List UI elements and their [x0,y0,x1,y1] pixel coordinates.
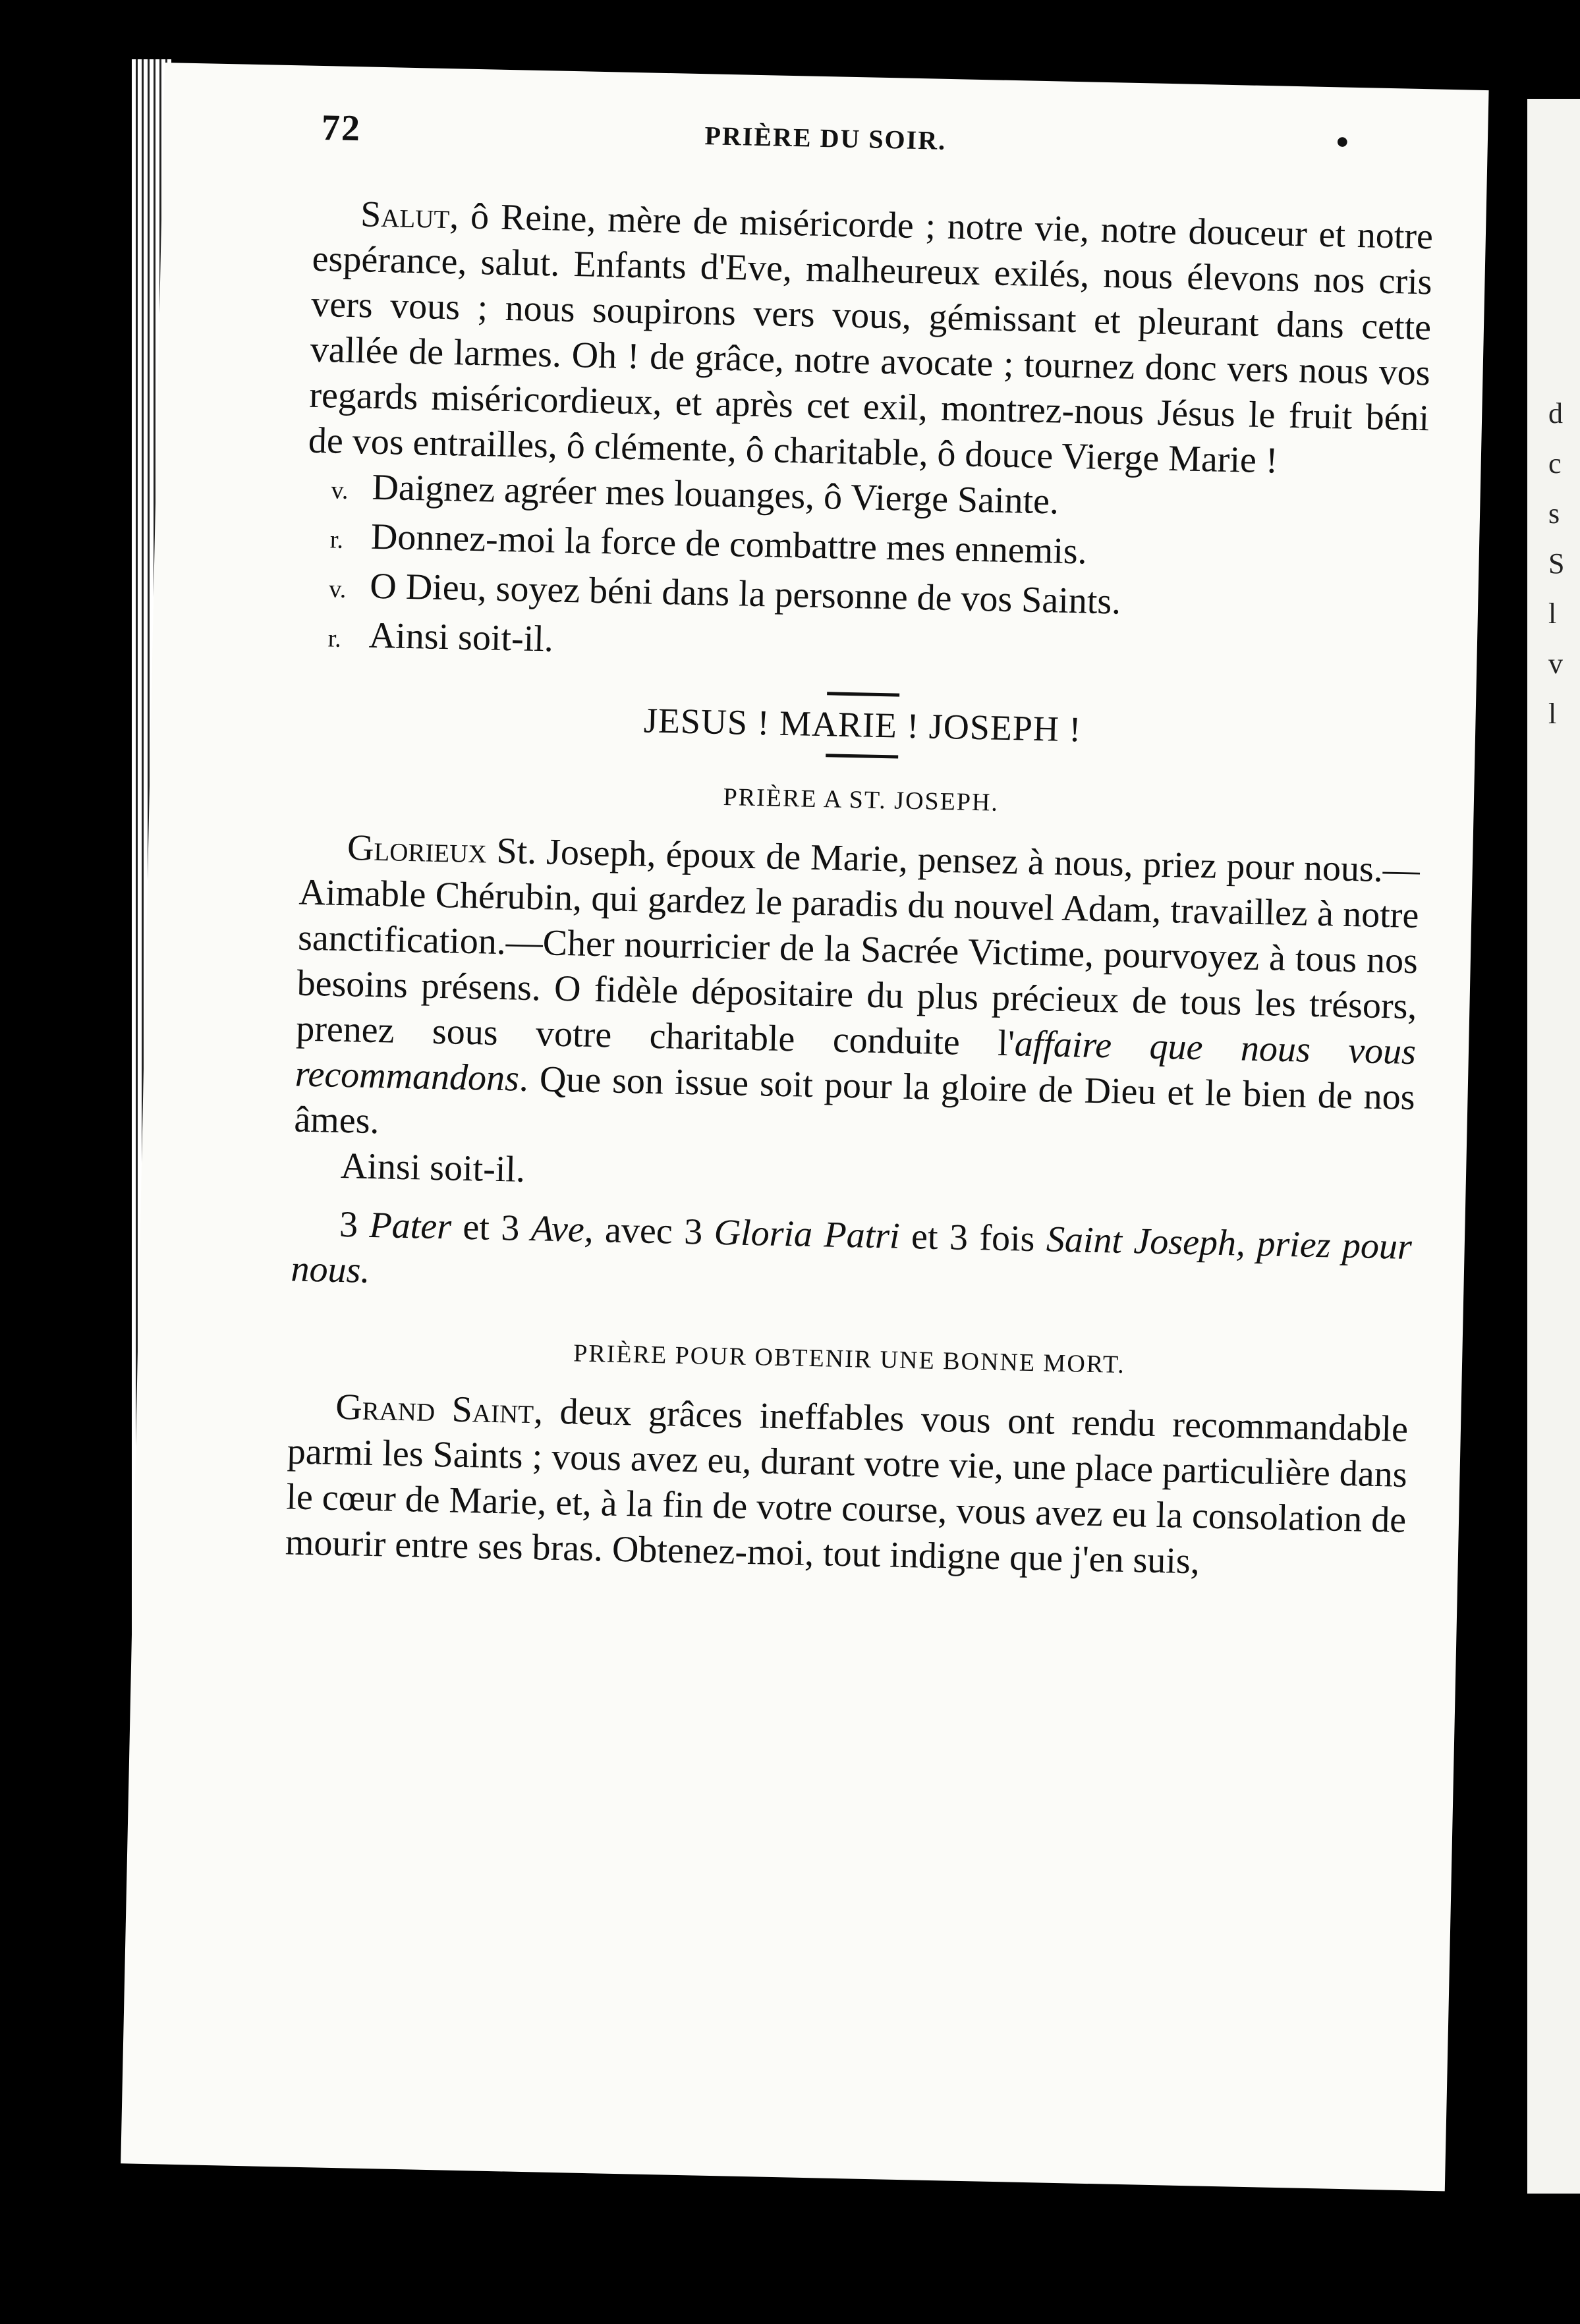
facing-letter: s [1548,497,1560,530]
scan-bottom-border [0,2194,1580,2324]
prayer-paragraph [294,825,1421,1166]
italic-phrase: affaire que nous vous recommandons [295,1023,1417,1099]
paragraph-body: . Que son issue soit pour la gloire de Dieu et le bien de nos âmes. [293,1058,1416,1142]
ink-dot: • [1336,122,1351,162]
versicle-text: Ainsi soit-il. [368,615,554,660]
prayer-title: PRIÈRE POUR OBTENIR UNE BONNE MORT. [573,1339,1126,1379]
paragraph-body: , ô Reine, mère de miséricorde ; notre vie, notre douceur et notre espérance, salut. Enfants d'Eve, malheureux exilés, nous élevons nos cris vers vous ; nous soupirons vers vous, gémissant et pleurant dans cette vallée de larmes. Oh ! de grâce, notre avocate ; tournez donc vers nous vos regards miséricordieux, et après cet exil, montrez-nous Jésus le fruit béni de vos entrailles, ô clémente, ô charitable, ô douce Vierge Marie ! [308,196,1434,482]
instruction-text: avec 3 [593,1209,715,1253]
facing-letter: l [1548,698,1557,730]
prayer-title: PRIÈRE A ST. JOSEPH. [723,783,1000,817]
italic-phrase: Ave, [530,1208,594,1251]
main-text [285,191,1433,1589]
instruction-paragraph [291,1201,1413,1315]
drop-lead: Salut [360,194,450,237]
facing-page [1527,99,1580,2273]
facing-letter: l [1548,597,1557,630]
divider-rule [827,692,899,696]
versicle-marker: v. [331,476,349,505]
amen-line: Ainsi soit-il. [340,1145,526,1190]
versicle-text: Donnez-moi la force de combattre mes ennemis. [370,516,1088,572]
versicle-text: Daignez agréer mes louanges, ô Vierge Sainte. [371,466,1059,522]
italic-phrase: Saint Joseph, priez pour nous. [291,1219,1413,1291]
facing-letter: d [1548,397,1563,429]
instruction-text: et 3 fois [899,1215,1047,1260]
versicle-marker: v. [328,575,347,603]
facing-letter: c [1548,447,1562,480]
instruction-text: et 3 [451,1206,532,1250]
drop-lead: Grand Saint [335,1386,534,1432]
paragraph-body: , deux grâces ineffables vous ont rendu recommandable parmi les Saints ; vous avez eu, durant votre vie, une place particulière dans le cœur de Marie, et, à la fin de votre course, vous avez eu la consolation de mourir entre ses bras. Obtenez-moi, tout indigne que j'en suis, [285,1391,1409,1582]
running-title: PRIÈRE DU SOIR. [704,121,947,155]
facing-page-letters [1548,389,1575,739]
drop-lead: Glorieux [347,827,488,872]
italic-phrase: Gloria Patri [714,1211,901,1257]
facing-letter: v [1548,648,1563,680]
prayer-paragraph [285,1383,1408,1589]
running-head [164,103,1488,162]
instruction-text: 3 [339,1204,370,1246]
section-title: JESUS ! MARIE ! JOSEPH ! [643,700,1083,750]
facing-letter: S [1548,547,1565,580]
italic-phrase: Pater [368,1204,452,1248]
salve-paragraph [308,191,1433,487]
paragraph-body: St. Joseph, époux de Marie, pensez à nous, priez pour nous.—Aimable Chérubin, qui gardez le paradis du nouvel Adam, travaillez à notre sanctification.—Cher nourricier de la Sacrée Victime, pourvoyez à tous nos besoins présens. O fidèle dépositaire du plus précieux de tous les trésors, prenez sous votre charitable conduite l' [295,830,1421,1065]
book-page [121,63,1488,2191]
divider-rule [826,754,898,758]
versicle-marker: r. [329,526,344,554]
versicle-text: O Dieu, soyez béni dans la personne de vos Saints. [369,565,1121,622]
versicle-marker: r. [327,624,342,653]
page-number: 72 [321,107,362,150]
